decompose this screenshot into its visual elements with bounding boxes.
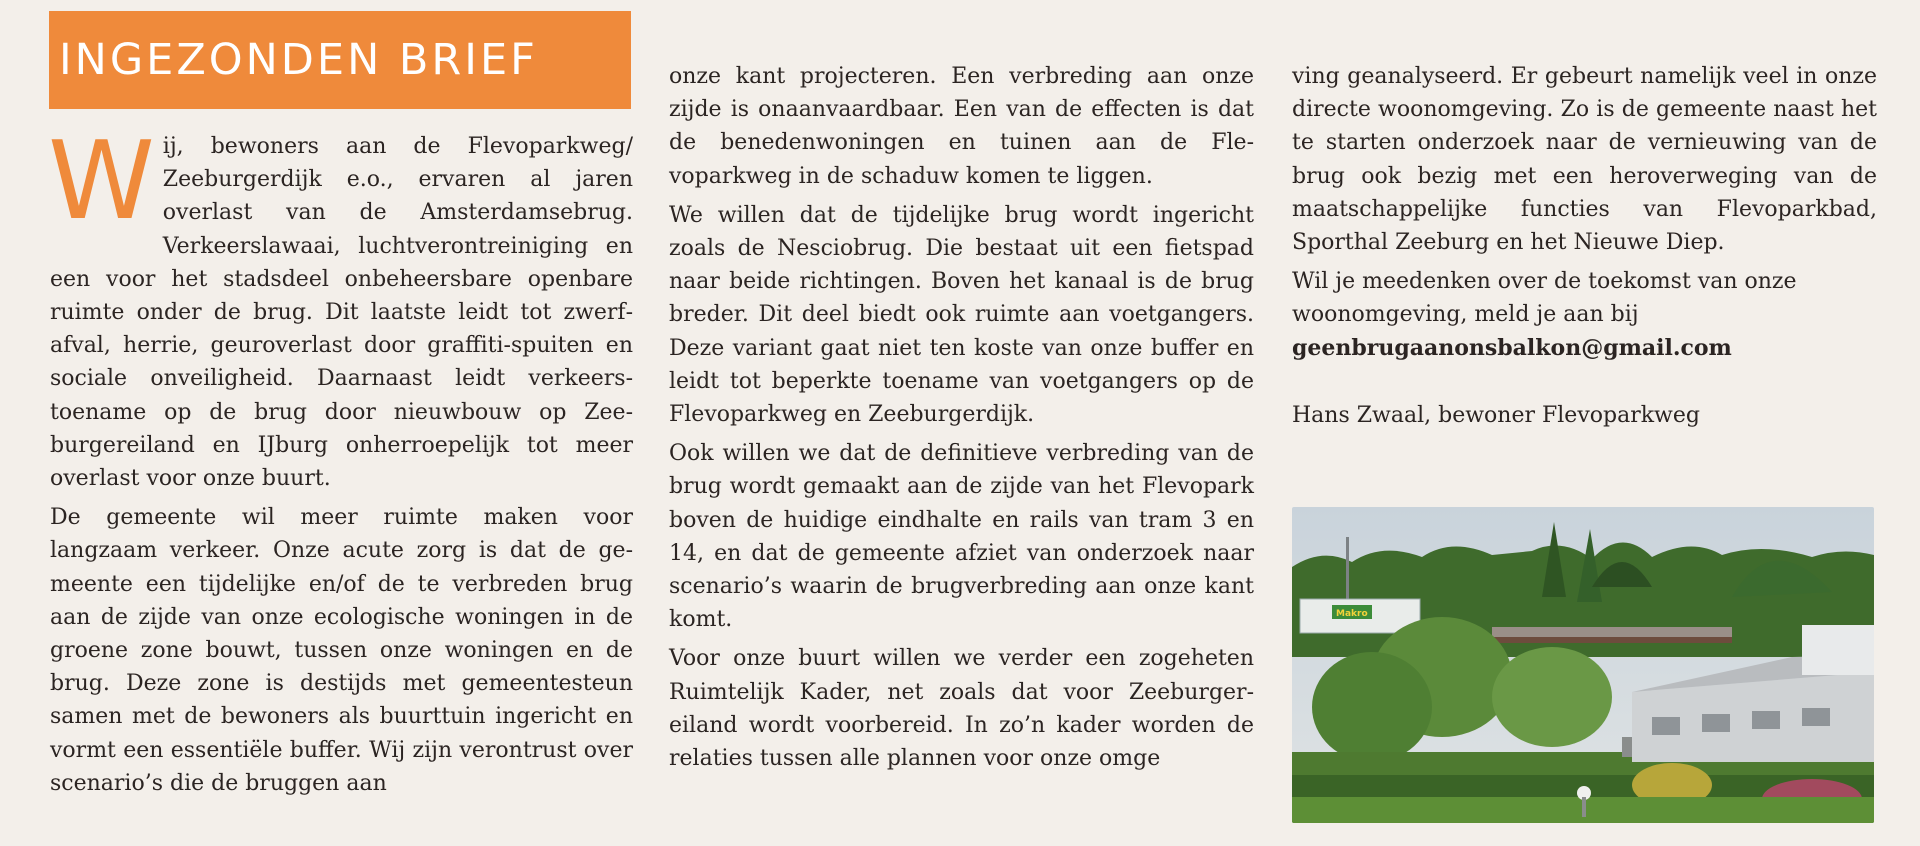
window — [1702, 714, 1730, 732]
photo-illustration — [1292, 507, 1874, 823]
truck-logo-text: Makro — [1336, 609, 1368, 619]
paragraph: ving geanalyseerd. Er gebeurt namelijk veel in onze directe woonomgeving. Zo is de gemeente naast het te starten onderzoek naar de vernieuwing van de brug ook bezig met een heroverweging van de maatschappelijke functies van Flevoparkbad, Sporthal Zeeburg en het Nieuwe Diep. — [1292, 64, 1877, 256]
drop-cap: W — [48, 119, 155, 244]
paragraph — [1292, 265, 1877, 365]
tree — [1492, 647, 1612, 747]
window — [1752, 711, 1780, 729]
garden-lamp-post — [1582, 797, 1586, 817]
signature: Hans Zwaal, bewoner Flevoparkweg — [1292, 402, 1700, 428]
column-2 — [669, 60, 1254, 781]
neighbourhood-photo — [1292, 507, 1874, 823]
column-1 — [48, 119, 633, 806]
paragraph-text: ij, bewoners aan de Flevoparkweg/ Zeeburgerdijk e.o., ervaren al jaren overlast van de Amsterdamsebrug. Verkeerslawaai, luchtverontreiniging en een voor het stadsdeel onbeheersbare openbare ruimte onder de brug. Dit laatste leidt tot zwerfafval, herrie, geuroverlast door graffiti-spuiten en sociale onveiligheid. Daarnaast leidt verkeerstoename op de brug door nieuwbouw op Zeeburgereiland en IJburg onherroepelijk tot meer overlast voor onze buurt. — [50, 134, 633, 492]
column-3 — [1292, 60, 1877, 438]
paragraph: We willen dat de tijdelijke brug wordt ingericht zoals de Nesciobrug. Die bestaat uit een fietspad naar beide richtingen. Boven het kanaal is de brug breder. Dit deel biedt ook ruimte aan voetgangers. Deze variant gaat niet ten koste van onze buffer en leidt tot beperkte toename van voetgangers op de Flevoparkweg en Zeeburgerdijk. — [669, 202, 1254, 428]
window — [1802, 708, 1830, 726]
bridge-edge — [1492, 637, 1732, 643]
paragraph: De gemeente wil meer ruimte maken voor langzaam verkeer. Onze acute zorg is dat de gemeente een tijdelijke en/of de te verbreden brug aan de zijde van onze ecologische woningen in de groene zone bouwt, tussen onze woningen en de brug. Deze zone is destijds met gemeentesteun samen met de bewoners als buurttuin ingericht en vormt een essentiële buffer. Wij zijn verontrust over scenario’s die de bruggen aan — [50, 505, 633, 796]
contact-email[interactable]: geenbrugaanonsbalkon@gmail.com — [1292, 334, 1732, 361]
bridge — [1492, 627, 1732, 637]
paragraph: Voor onze buurt willen we verder een zogeheten Ruimtelijk Kader, net zoals dat voor Zeeburgereiland wordt voorbereid. In zo’n kader worden de relaties tussen alle plannen voor onze omge — [669, 646, 1254, 772]
section-heading — [49, 11, 631, 109]
paragraph-text: Wil je meedenken over de toekomst van onze woonomgeving, meld je aan bij — [1292, 269, 1797, 328]
section-heading-text: INGEZONDEN BRIEF — [59, 35, 538, 85]
paragraph: onze kant projecteren. Een verbreding aan onze zijde is onaanvaardbaar. Een van de effecten is dat de benedenwoningen en tuinen aan de Flevoparkweg in de schaduw komen te liggen. — [669, 64, 1254, 189]
paragraph — [48, 119, 633, 495]
window — [1652, 717, 1680, 735]
tree — [1312, 652, 1432, 762]
paragraph: Ook willen we dat de definitieve verbreding van de brug wordt gemaakt aan de zijde van het Flevopark boven de huidige eindhalte en rails van tram 3 en 14, en dat de gemeente afziet van onderzoek naar scenario’s waarin de brugverbreding aan onze kant komt. — [669, 441, 1254, 633]
building-top — [1802, 625, 1874, 675]
